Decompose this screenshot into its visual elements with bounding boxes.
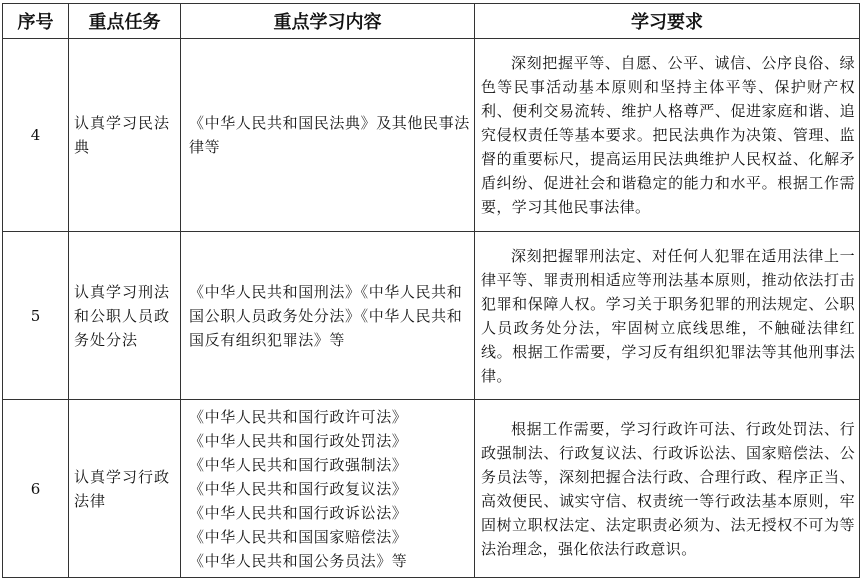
content-cell [181, 232, 475, 400]
law-title: 《中华人民共和国行政诉讼法》 [189, 503, 408, 522]
study-requirements-table [2, 3, 860, 578]
row-number: 6 [3, 400, 69, 578]
table-row [3, 400, 860, 578]
law-title: 《中华人民共和国行政强制法》 [189, 455, 408, 474]
law-title: 《中华人民共和国行政处罚法》 [189, 431, 408, 450]
content-text: 《中华人民共和国刑法》《中华人民共和国公职人员政务处分法》《中华人民共和国反有组织犯罪法》等 [189, 282, 463, 349]
table-row [3, 232, 860, 400]
header-no: 序号 [3, 4, 69, 39]
law-title: 《中华人民共和国行政复议法》 [189, 479, 408, 498]
task-cell: 认真学习行政法律 [69, 400, 181, 578]
table-row [3, 39, 860, 232]
content-cell [181, 400, 475, 578]
task-cell: 认真学习刑法和公职人员政务处分法 [69, 232, 181, 400]
content-cell [181, 39, 475, 232]
header-row [3, 4, 860, 39]
row-number: 5 [3, 232, 69, 400]
header-requirement: 学习要求 [475, 4, 860, 39]
requirement-cell: 深刻把握平等、自愿、公平、诚信、公序良俗、绿色等民事活动基本原则和坚持主体平等、保护财产权利、便利交易流转、维护人格尊严、促进家庭和谐、追究侵权责任等基本要求。把民法典作为决策、管理、监督的重要标尺，提高运用民法典维护人民权益、化解矛盾纠纷、促进社会和谐稳定的能力和水平。根据工作需要，学习其他民事法律。 [475, 39, 860, 232]
row-number: 4 [3, 39, 69, 232]
law-title: 《中华人民共和国公务员法》等 [189, 551, 408, 570]
header-content: 重点学习内容 [181, 4, 475, 39]
requirement-cell: 深刻把握罪刑法定、对任何人犯罪在适用法律上一律平等、罪责刑相适应等刑法基本原则，推动依法打击犯罪和保障人权。学习关于职务犯罪的刑法规定、公职人员政务处分法，牢固树立底线思维，不触碰法律红线。根据工作需要，学习反有组织犯罪法等其他刑事法律。 [475, 232, 860, 400]
requirement-cell: 根据工作需要，学习行政许可法、行政处罚法、行政强制法、行政复议法、行政诉讼法、国家赔偿法、公务员法等，深刻把握合法行政、合理行政、程序正当、高效便民、诚实守信、权责统一等行政法基本原则，牢固树立职权法定、法定职责必须为、法无授权不可为等法治理念，强化依法行政意识。 [475, 400, 860, 578]
content-text: 《中华人民共和国民法典》及其他民事法律等 [189, 114, 470, 156]
law-title: 《中华人民共和国国家赔偿法》 [189, 527, 408, 546]
task-cell: 认真学习民法典 [69, 39, 181, 232]
law-title: 《中华人民共和国行政许可法》 [189, 407, 408, 426]
header-task: 重点任务 [69, 4, 181, 39]
